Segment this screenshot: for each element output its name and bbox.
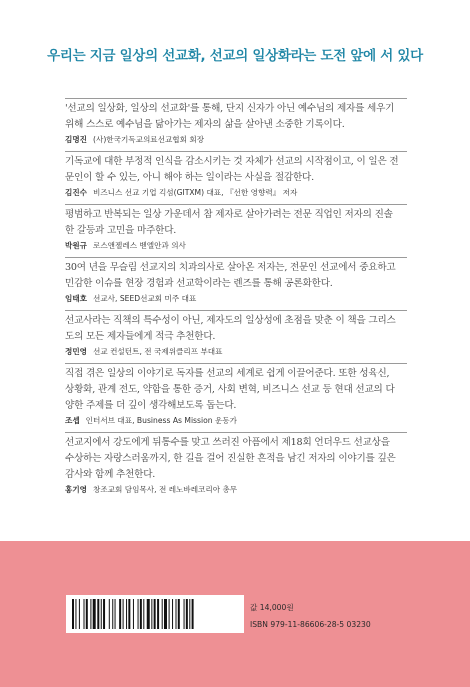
price-text: 값 14,000원 [250, 603, 294, 612]
endorsement-quote [65, 313, 407, 345]
endorser-attribution [65, 415, 407, 427]
endorser-attribution [65, 240, 407, 252]
barcode-bar [86, 599, 88, 629]
quote-line: 직접 겪은 일상의 이야기로 독자를 선교의 세계로 쉽게 이끌어준다. 또한 성육신, [65, 368, 390, 379]
endorser-name: 박원규 [65, 241, 88, 250]
quote-line: 기독교에 대한 부정적 인식을 감소시키는 것 자체가 선교의 시작점이고, 이 일은 전 [65, 156, 399, 167]
price-info [250, 599, 371, 633]
endorser-name: 김진수 [65, 188, 88, 197]
endorsement [65, 260, 407, 305]
quote-line: '선교의 일상화, 일상의 선교화'를 통해, 단지 신자가 아닌 예수님의 제자를 세우기 [65, 103, 395, 114]
quote-line: 한 갈등과 고민을 마주한다. [65, 225, 177, 236]
endorser-name: 임태호 [65, 294, 88, 303]
endorsement [65, 366, 407, 427]
endorser-attribution [65, 187, 407, 199]
barcode-bar [79, 599, 80, 629]
barcode-bar [169, 599, 170, 629]
endorser-title: 창조교회 담임목사, 전 레노바레코리아 총무 [93, 485, 238, 494]
endorser-attribution [65, 484, 407, 496]
divider [65, 432, 407, 433]
quote-line: 감사와 함께 추천한다. [65, 469, 156, 480]
barcode-bar [97, 599, 99, 629]
barcode-bar [123, 599, 124, 629]
quote-line: 평범하고 반복되는 일상 가운데서 참 제자로 살아가려는 전문 직업인 저자의 진솔 [65, 209, 393, 220]
endorser-title: 선교 컨설턴트, 전 국제위클리프 부대표 [93, 347, 223, 356]
endorser-name: 홍기영 [65, 485, 88, 494]
endorser-attribution [65, 293, 407, 305]
endorsement-quote [65, 154, 407, 186]
endorser-title: 인터서브 대표, Business As Mission 운동가 [85, 416, 237, 425]
barcode-bar [186, 599, 188, 629]
barcode-bar [101, 599, 102, 629]
quote-line: 양한 주제를 더 깊이 생각해보도록 돕는다. [65, 400, 237, 411]
barcode-bars [72, 599, 238, 629]
barcode-bar [119, 599, 121, 629]
endorser-name: 조셉 [65, 416, 80, 425]
barcode-bar [138, 599, 139, 629]
barcode-bar [75, 599, 76, 629]
barcode-bar [126, 599, 127, 629]
quote-line: 수상하는 자랑스러움까지, 한 길을 걸어 진실한 흔적을 남긴 저자의 이야기를 깊은 [65, 453, 396, 464]
quote-line: 30여 년을 무슬림 선교지의 치과의사로 살아온 저자는, 전문인 선교에서 중요하고 [65, 262, 396, 273]
barcode-bar [109, 599, 110, 629]
barcode-bar [154, 599, 156, 629]
endorsement [65, 101, 407, 146]
barcode-bar [128, 599, 130, 629]
endorsement-quote [65, 260, 407, 292]
barcode-bar [93, 599, 96, 629]
endorsement-quote [65, 435, 407, 483]
quote-line: 도의 모든 제자들에게 적극 추천한다. [65, 331, 216, 342]
endorser-name: 정민영 [65, 347, 88, 356]
divider [65, 363, 407, 364]
barcode-bar [103, 599, 105, 629]
barcode-bar [143, 599, 144, 629]
endorser-title: 로스앤젤레스 벧엘안과 의사 [93, 241, 186, 250]
barcode-bar [176, 599, 177, 629]
endorser-attribution [65, 346, 407, 358]
barcode-bar [84, 599, 85, 629]
endorsement-quote [65, 101, 407, 133]
isbn-text: ISBN 979-11-86606-28-5 03230 [250, 620, 371, 629]
barcode-bar [172, 599, 173, 629]
barcode-bar [164, 599, 167, 629]
barcode-bar [72, 599, 74, 629]
barcode-bar [140, 599, 142, 629]
quote-line: 상황화, 관계 전도, 약함을 통한 증거, 사회 변혁, 비즈니스 선교 등 현대 선교의 다 [65, 384, 395, 395]
quote-line: 선교사라는 직책의 특수성이 아닌, 제자도의 일상성에 초점을 맞춘 이 책을 그리스 [65, 315, 396, 326]
endorsement [65, 154, 407, 199]
divider [65, 310, 407, 311]
barcode-bar [189, 599, 190, 629]
barcode-bar [115, 599, 116, 629]
quote-line: 선교지에서 강도에게 뒤통수를 맞고 쓰러진 아픔에서 제18회 언더우드 선교상을 [65, 437, 390, 448]
quote-line: 문인이 할 수 있는, 아니 해야 하는 일이라는 사실을 절감한다. [65, 172, 314, 183]
headline: 우리는 지금 일상의 선교화, 선교의 일상화라는 도전 앞에 서 있다 [47, 48, 423, 64]
isbn-barcode [66, 595, 244, 633]
quote-line: 민감한 이슈를 현장 경험과 선교학이라는 렌즈를 통해 공론화한다. [65, 278, 333, 289]
endorsement [65, 207, 407, 252]
endorsement-list [65, 98, 407, 496]
endorsement-quote [65, 366, 407, 414]
barcode-bar [162, 599, 163, 629]
barcode-bar [184, 599, 185, 629]
endorser-title: 선교사, SEED선교회 미주 대표 [93, 294, 197, 303]
endorser-attribution [65, 134, 407, 146]
endorsement [65, 435, 407, 496]
barcode-bar [147, 599, 150, 629]
endorsement-quote [65, 207, 407, 239]
divider [65, 98, 407, 99]
quote-line: 위해 스스로 예수님을 닮아가는 제자의 삶을 살아낸 소중한 기록이다. [65, 119, 345, 130]
barcode-bar [157, 599, 159, 629]
barcode-bar [112, 599, 113, 629]
divider [65, 257, 407, 258]
barcode-bar [90, 599, 91, 629]
barcode-bar [192, 599, 194, 629]
endorser-title: 비즈니스 선교 기업 긱섬(GITXM) 대표, 『선한 영향력』 저자 [93, 188, 298, 197]
endorser-name: 김명진 [65, 135, 88, 144]
divider [65, 204, 407, 205]
divider [65, 151, 407, 152]
barcode-bar [178, 599, 180, 629]
barcode-bar [151, 599, 152, 629]
barcode-bar [133, 599, 134, 629]
endorsement [65, 313, 407, 358]
endorser-title: (사)한국기독교의료선교협회 회장 [93, 135, 205, 144]
